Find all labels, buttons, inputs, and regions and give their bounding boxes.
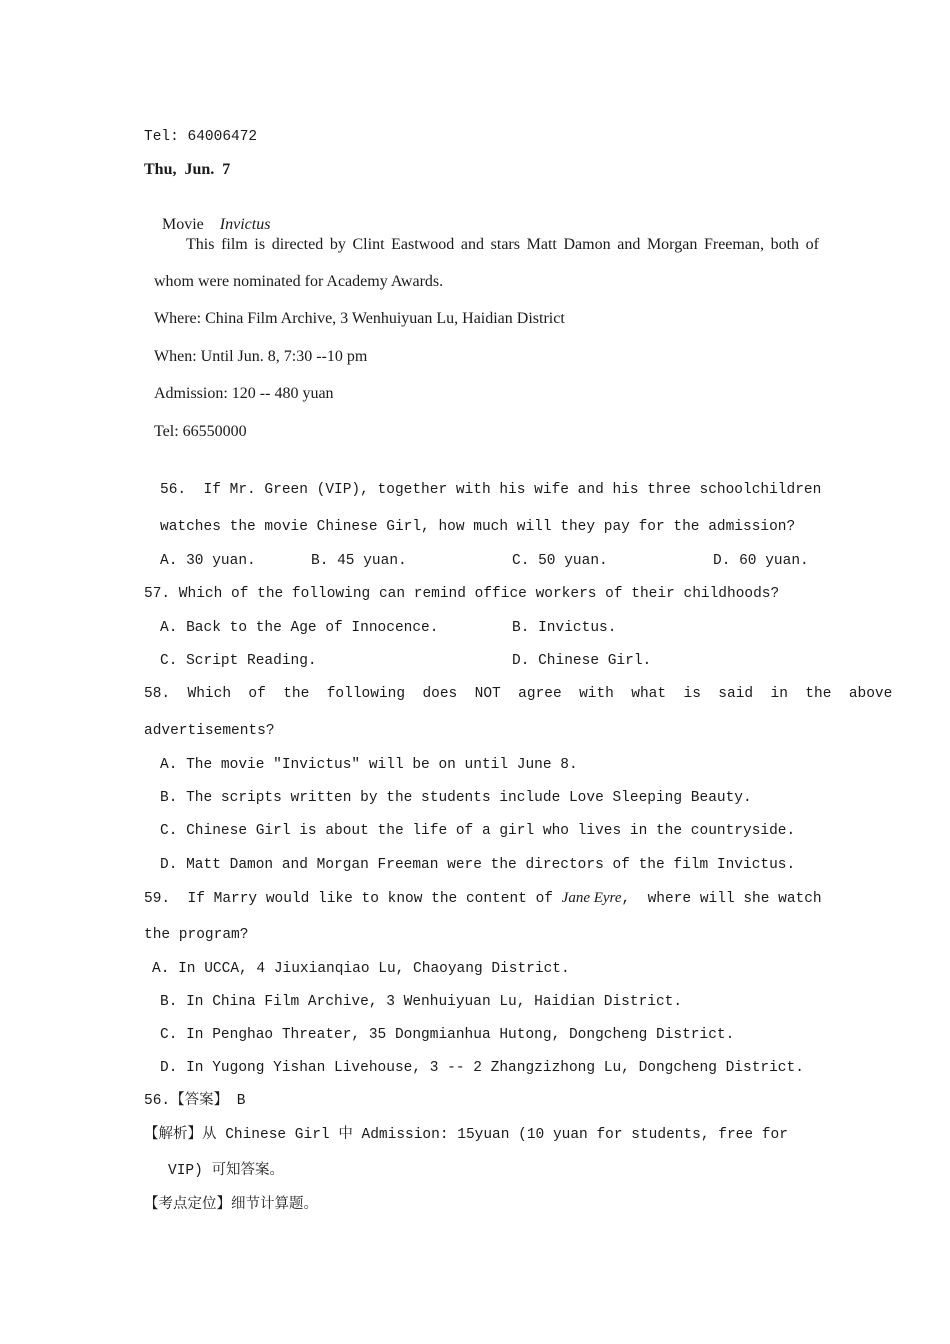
event-title: Invictus [219,216,271,233]
question-58-option-d: D. Matt Damon and Morgan Freeman were the directors of the film Invictus. [160,857,796,873]
question-57-option-d: D. Chinese Girl. [512,653,652,669]
question-59-book-title: Jane Eyre [561,890,622,906]
event-phone: Tel: 66550000 [154,423,247,440]
question-59-stem-pre: 59. If Marry would like to know the content of [144,891,562,907]
question-58-option-c: C. Chinese Girl is about the life of a girl who lives in the countryside. [160,823,796,839]
question-58-option-a: A. The movie "Invictus" will be on until June 8. [160,757,578,773]
question-59-stem-line2: the program? [144,927,249,943]
contact-phone-top: Tel: 64006472 [144,129,258,145]
question-59-option-a: A. In UCCA, 4 Jiuxianqiao Lu, Chaoyang District. [152,961,570,977]
question-58-stem-line1: 58. Which of the following does NOT agree with what is said in the above [144,686,893,702]
question-56-option-a: A. 30 yuan. [160,553,256,569]
question-58-option-b: B. The scripts written by the students include Love Sleeping Beauty. [160,790,752,806]
question-59-stem-post: , where will she watch [621,891,822,907]
answer-56: 56.【答案】 B [144,1093,246,1109]
question-59-stem-line1 [144,889,822,908]
question-57-stem: 57. Which of the following can remind office workers of their childhoods? [144,586,780,602]
question-57-option-a: A. Back to the Age of Innocence. [160,620,439,636]
event-description-line1: This film is directed by Clint Eastwood and stars Matt Damon and Morgan Freeman, both of [186,236,819,253]
question-59-option-c: C. In Penghao Threater, 35 Dongmianhua Hutong, Dongcheng District. [160,1027,735,1043]
answer-analysis-line2: VIP) 可知答案。 [168,1163,285,1179]
question-59-option-d: D. In Yugong Yishan Livehouse, 3 -- 2 Zhangzizhong Lu, Dongcheng District. [160,1060,804,1076]
answer-analysis-line1: 【解析】从 Chinese Girl 中 Admission: 15yuan (10 yuan for students, free for [144,1127,788,1143]
event-description-line2: whom were nominated for Academy Awards. [154,273,444,290]
answer-key-point: 【考点定位】细节计算题。 [144,1197,318,1213]
event-category: Movie [162,216,204,233]
question-56-option-d: D. 60 yuan. [713,553,809,569]
question-57-option-b: B. Invictus. [512,620,617,636]
event-admission: Admission: 120 -- 480 yuan [154,385,334,402]
event-location: Where: China Film Archive, 3 Wenhuiyuan Lu, Haidian District [154,310,565,327]
question-59-option-b: B. In China Film Archive, 3 Wenhuiyuan Lu, Haidian District. [160,994,683,1010]
question-56-option-c: C. 50 yuan. [512,553,608,569]
question-56-stem-line2: watches the movie Chinese Girl, how much will they pay for the admission? [160,519,796,535]
event-date: Thu, Jun. 7 [144,161,231,178]
question-58-stem-line2: advertisements? [144,723,275,739]
question-57-option-c: C. Script Reading. [160,653,317,669]
question-56-option-b: B. 45 yuan. [311,553,407,569]
event-heading [154,198,270,234]
question-56-stem-line1: 56. If Mr. Green (VIP), together with his wife and his three schoolchildren [160,482,822,498]
event-time: When: Until Jun. 8, 7:30 --10 pm [154,348,368,365]
